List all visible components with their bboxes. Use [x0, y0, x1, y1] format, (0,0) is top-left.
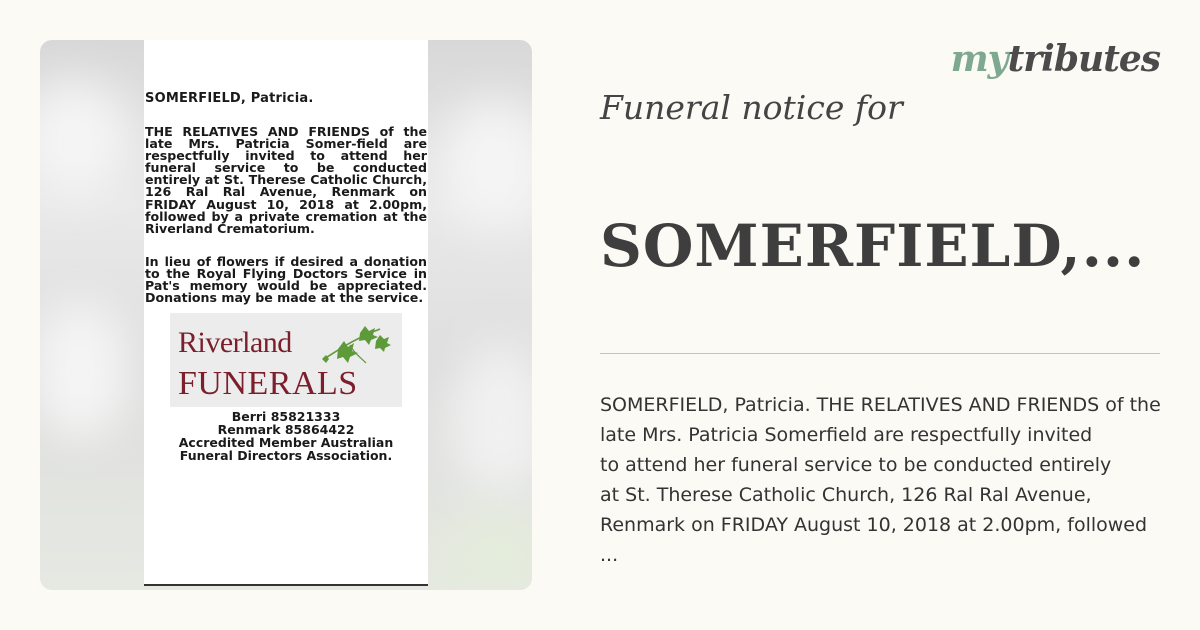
- blur-patch: [450, 340, 532, 500]
- logo-part-my: my: [950, 38, 1008, 80]
- logo-riverland: Riverland: [178, 326, 292, 360]
- blur-patch: [40, 300, 130, 440]
- mytributes-logo[interactable]: [951, 38, 1160, 80]
- blur-patch: [440, 510, 532, 590]
- logo-part-tributes: tributes: [1007, 38, 1160, 80]
- grapevine-icon: [320, 319, 396, 369]
- excerpt-line: Renmark on FRIDAY August 10, 2018 at 2.00pm, followed: [600, 514, 1148, 536]
- blur-patch: [440, 100, 532, 230]
- contact-accreditation-2: Funeral Directors Association.: [179, 448, 393, 464]
- funeral-home-contact: [144, 410, 428, 462]
- notice-image-card: [40, 40, 532, 590]
- newspaper-clipping: [144, 40, 428, 586]
- excerpt-line: SOMERFIELD, Patricia. THE RELATIVES AND FRIENDS of the: [600, 394, 1161, 416]
- deceased-name-heading: SOMERFIELD,...: [600, 212, 1146, 280]
- contact-accreditation-1: Accredited Member Australian: [178, 435, 394, 451]
- excerpt-line: to attend her funeral service to be conducted entirely: [600, 454, 1112, 476]
- notice-excerpt: [600, 390, 1160, 570]
- excerpt-line: late Mrs. Patricia Somerfield are respectfully invited: [600, 424, 1093, 446]
- funeral-home-logo: [170, 313, 402, 407]
- logo-funerals: FUNERALS: [178, 365, 358, 403]
- notice-paragraph-2: In lieu of flowers if desired a donation to the Royal Flying Doctors Service in Pat's memory would be appreciated. Donations may be made at the service.: [145, 253, 427, 306]
- blur-patch: [40, 80, 130, 200]
- notice-paragraph-1: THE RELATIVES AND FRIENDS of the late Mrs. Patricia Somer-field are respectfully invited to attend her funeral service to be conducted entirely at St. Therese Catholic Church, 126 Ral Ral Avenue, Renmark on FRIDAY August 10, 2018 at 2.00pm, followed by a private cremation at the Riverland Crematorium.: [145, 124, 427, 236]
- divider: [600, 353, 1160, 354]
- notice-name: SOMERFIELD, Patricia.: [145, 91, 314, 106]
- contact-berri: Berri 85821333: [231, 409, 341, 425]
- excerpt-ellipsis: ...: [600, 544, 619, 566]
- notice-label: Funeral notice for: [600, 88, 903, 127]
- excerpt-line: at St. Therese Catholic Church, 126 Ral Ral Avenue,: [600, 484, 1092, 506]
- contact-renmark: Renmark 85864422: [217, 422, 355, 438]
